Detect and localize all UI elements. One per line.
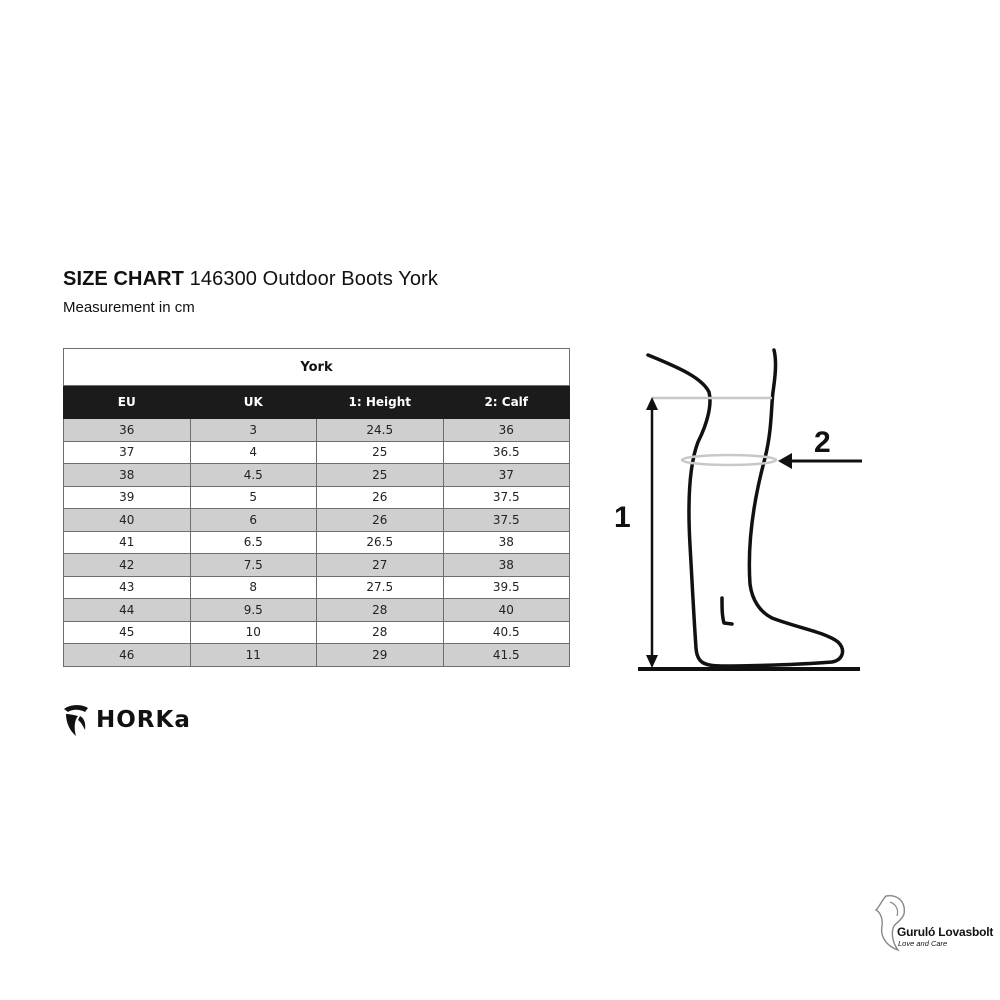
- cell-height: 28: [317, 621, 444, 644]
- brand-wordmark: HORKa: [96, 707, 191, 733]
- cell-eu: 39: [64, 486, 191, 509]
- table-row: [64, 509, 570, 532]
- cell-calf: 36.5: [443, 441, 570, 464]
- title-product: 146300 Outdoor Boots York: [189, 268, 438, 290]
- table-body: [64, 419, 570, 667]
- cell-eu: 36: [64, 419, 191, 442]
- cell-eu: 40: [64, 509, 191, 532]
- cell-uk: 4.5: [190, 464, 317, 487]
- cell-height: 26: [317, 486, 444, 509]
- size-table: [63, 348, 570, 667]
- horka-brand-logo: [62, 703, 191, 737]
- cell-uk: 11: [190, 644, 317, 667]
- cell-calf: 36: [443, 419, 570, 442]
- cell-height: 29: [317, 644, 444, 667]
- table-caption: York: [64, 349, 570, 386]
- table-row: [64, 486, 570, 509]
- cell-calf: 40: [443, 599, 570, 622]
- title-bold: SIZE CHART: [63, 268, 184, 290]
- table-row: [64, 621, 570, 644]
- cell-height: 25: [317, 441, 444, 464]
- col-header-height: 1: Height: [317, 386, 444, 419]
- table-row: [64, 419, 570, 442]
- cell-height: 27.5: [317, 576, 444, 599]
- cell-height: 24.5: [317, 419, 444, 442]
- table-row: [64, 531, 570, 554]
- horse-head-logo-icon: [62, 703, 90, 737]
- page-title: [63, 268, 438, 291]
- table-row: [64, 554, 570, 577]
- cell-uk: 10: [190, 621, 317, 644]
- cell-uk: 4: [190, 441, 317, 464]
- label-calf: 2: [814, 426, 831, 459]
- cell-eu: 37: [64, 441, 191, 464]
- table-row: [64, 576, 570, 599]
- calf-circumference-ring: [682, 455, 776, 465]
- leg-measurement-diagram: [600, 340, 870, 680]
- cell-eu: 38: [64, 464, 191, 487]
- shop-watermark: [872, 892, 1000, 952]
- label-height: 1: [614, 501, 631, 534]
- cell-calf: 37.5: [443, 486, 570, 509]
- cell-calf: 41.5: [443, 644, 570, 667]
- cell-eu: 46: [64, 644, 191, 667]
- shop-name: Guruló Lovasbolt: [897, 925, 994, 939]
- table-header-row: [64, 386, 570, 419]
- cell-height: 28: [317, 599, 444, 622]
- shop-tagline: Love and Care: [898, 939, 948, 948]
- cell-uk: 6.5: [190, 531, 317, 554]
- cell-uk: 8: [190, 576, 317, 599]
- cell-calf: 38: [443, 554, 570, 577]
- table-row: [64, 464, 570, 487]
- cell-eu: 45: [64, 621, 191, 644]
- cell-uk: 9.5: [190, 599, 317, 622]
- cell-eu: 44: [64, 599, 191, 622]
- table-row: [64, 441, 570, 464]
- cell-height: 26.5: [317, 531, 444, 554]
- cell-calf: 37.5: [443, 509, 570, 532]
- height-arrow: [646, 397, 658, 668]
- cell-uk: 7.5: [190, 554, 317, 577]
- cell-height: 26: [317, 509, 444, 532]
- col-header-eu: EU: [64, 386, 191, 419]
- cell-uk: 6: [190, 509, 317, 532]
- cell-eu: 42: [64, 554, 191, 577]
- cell-eu: 43: [64, 576, 191, 599]
- cell-uk: 3: [190, 419, 317, 442]
- cell-calf: 37: [443, 464, 570, 487]
- cell-eu: 41: [64, 531, 191, 554]
- table-row: [64, 599, 570, 622]
- cell-calf: 40.5: [443, 621, 570, 644]
- cell-uk: 5: [190, 486, 317, 509]
- cell-height: 27: [317, 554, 444, 577]
- table-row: [64, 644, 570, 667]
- cell-height: 25: [317, 464, 444, 487]
- col-header-uk: UK: [190, 386, 317, 419]
- cell-calf: 38: [443, 531, 570, 554]
- page-subtitle: Measurement in cm: [63, 299, 195, 316]
- col-header-calf: 2: Calf: [443, 386, 570, 419]
- cell-calf: 39.5: [443, 576, 570, 599]
